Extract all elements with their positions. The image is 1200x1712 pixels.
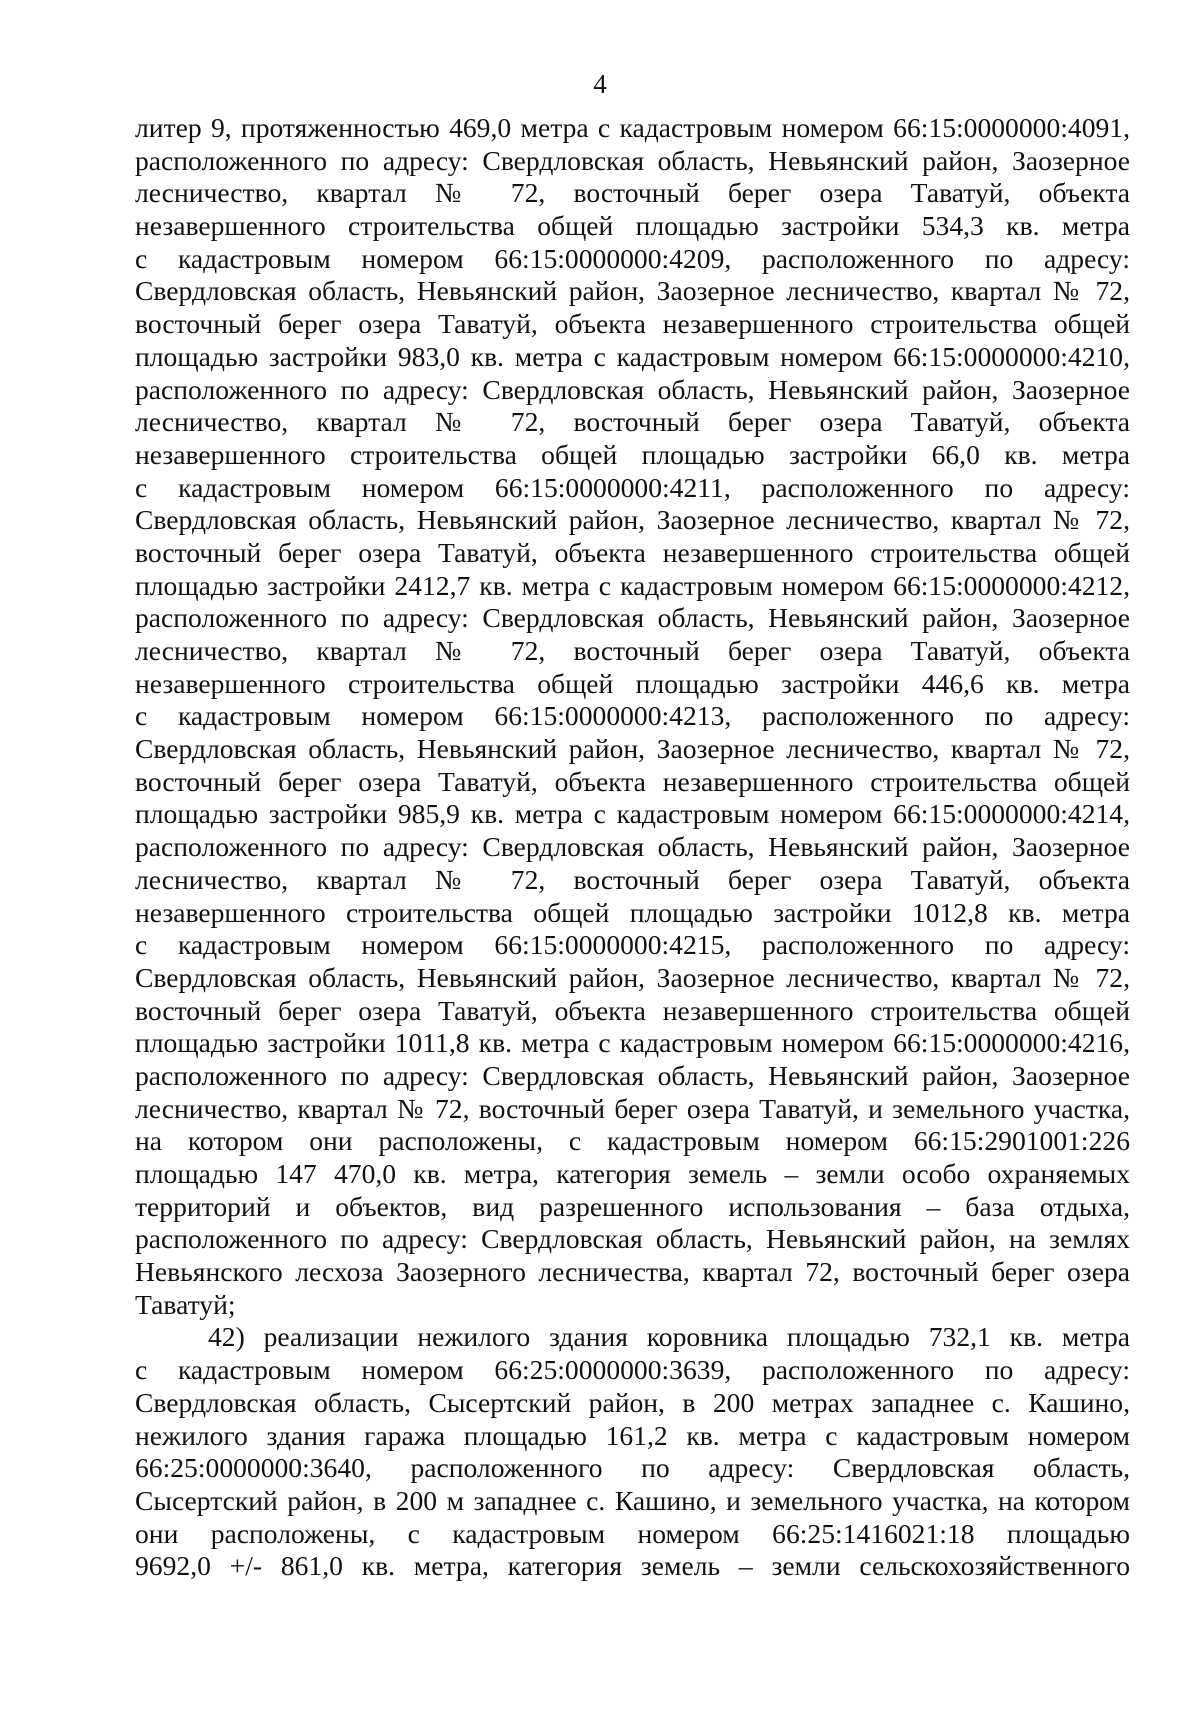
text-line: незавершенного строительства общей площадью застройки 446,6 кв. метра bbox=[135, 667, 1130, 699]
text-line: Свердловская область, Невьянский район, Заозерное лесничество, квартал № 72, bbox=[135, 733, 1130, 765]
text-line: с кадастровым номером 66:15:0000000:4213, расположенного по адресу: bbox=[135, 700, 1130, 732]
text-line: лесничество, квартал № 72, восточный берег озера Таватуй, объекта bbox=[135, 863, 1130, 895]
text-line: лесничество, квартал № 72, восточный берег озера Таватуй, и земельного участка, bbox=[135, 1092, 1130, 1124]
text-line: расположенного по адресу: Свердловская область, Невьянский район, на землях bbox=[135, 1223, 1130, 1255]
text-line: площадью застройки 1011,8 кв. метра с кадастровым номером 66:15:0000000:4216, bbox=[135, 1027, 1130, 1059]
text-line: 66:25:0000000:3640, расположенного по адресу: Свердловская область, bbox=[135, 1452, 1130, 1484]
text-line: Свердловская область, Невьянский район, Заозерное лесничество, квартал № 72, bbox=[135, 504, 1130, 536]
text-line: Таватуй; bbox=[135, 1288, 236, 1320]
text-line: с кадастровым номером 66:15:0000000:4215, расположенного по адресу: bbox=[135, 929, 1130, 961]
text-line: Невьянского лесхоза Заозерного лесничества, квартал 72, восточный берег озера bbox=[135, 1256, 1130, 1288]
text-line: расположенного по адресу: Свердловская область, Невьянский район, Заозерное bbox=[135, 373, 1130, 405]
text-line: незавершенного строительства общей площадью застройки 66,0 кв. метра bbox=[135, 438, 1130, 470]
page-number: 4 bbox=[593, 69, 607, 99]
text-line: расположенного по адресу: Свердловская область, Невьянский район, Заозерное bbox=[135, 602, 1130, 634]
text-line: территорий и объектов, вид разрешенного использования – база отдыха, bbox=[135, 1190, 1130, 1222]
text-line: с кадастровым номером 66:15:0000000:4211, расположенного по адресу: bbox=[135, 471, 1130, 503]
text-line: на котором они расположены, с кадастровым номером 66:15:2901001:226 bbox=[135, 1125, 1130, 1157]
text-line: восточный берег озера Таватуй, объекта незавершенного строительства общей bbox=[135, 536, 1130, 568]
text-line: они расположены, с кадастровым номером 66:25:1416021:18 площадью bbox=[135, 1517, 1130, 1549]
text-line: площадью 147 470,0 кв. метра, категория земель – земли особо охраняемых bbox=[135, 1158, 1130, 1189]
text-line: Сысертский район, в 200 м западнее с. Кашино, и земельного участка, на котором bbox=[135, 1484, 1130, 1516]
text-line: лесничество, квартал № 72, восточный берег озера Таватуй, объекта bbox=[135, 406, 1130, 438]
body-text bbox=[135, 112, 1130, 1583]
text-line: восточный берег озера Таватуй, объекта незавершенного строительства общей bbox=[135, 994, 1130, 1026]
text-line: расположенного по адресу: Свердловская область, Невьянский район, Заозерное bbox=[135, 144, 1130, 176]
text-line: нежилого здания гаража площадью 161,2 кв. метра с кадастровым номером bbox=[135, 1419, 1130, 1451]
text-line: 9692,0 +/- 861,0 кв. метра, категория земель – земли сельскохозяйственного bbox=[135, 1550, 1130, 1582]
text-line: восточный берег озера Таватуй, объекта незавершенного строительства общей bbox=[135, 308, 1130, 340]
text-line: литер 9, протяженностью 469,0 метра с кадастровым номером 66:15:0000000:4091, bbox=[135, 112, 1130, 143]
text-line: с кадастровым номером 66:25:0000000:3639, расположенного по адресу: bbox=[135, 1354, 1130, 1386]
text-line: расположенного по адресу: Свердловская область, Невьянский район, Заозерное bbox=[135, 1059, 1130, 1091]
text-line: Свердловская область, Невьянский район, Заозерное лесничество, квартал № 72, bbox=[135, 961, 1130, 993]
text-line: лесничество, квартал № 72, восточный берег озера Таватуй, объекта bbox=[135, 635, 1130, 666]
text-line: 42) реализации нежилого здания коровника площадью 732,1 кв. метра bbox=[208, 1321, 1130, 1353]
text-line: с кадастровым номером 66:15:0000000:4209, расположенного по адресу: bbox=[135, 242, 1130, 274]
text-line: Свердловская область, Невьянский район, Заозерное лесничество, квартал № 72, bbox=[135, 275, 1130, 307]
text-line: расположенного по адресу: Свердловская область, Невьянский район, Заозерное bbox=[135, 831, 1130, 863]
text-line: незавершенного строительства общей площадью застройки 534,3 кв. метра bbox=[135, 210, 1130, 242]
text-line: восточный берег озера Таватуй, объекта незавершенного строительства общей bbox=[135, 765, 1130, 797]
text-line: площадью застройки 2412,7 кв. метра с кадастровым номером 66:15:0000000:4212, bbox=[135, 569, 1130, 601]
text-line: площадью застройки 983,0 кв. метра с кадастровым номером 66:15:0000000:4210, bbox=[135, 340, 1130, 372]
text-line: площадью застройки 985,9 кв. метра с кадастровым номером 66:15:0000000:4214, bbox=[135, 798, 1130, 830]
text-line: Свердловская область, Сысертский район, в 200 метрах западнее с. Кашино, bbox=[135, 1386, 1130, 1418]
text-line: лесничество, квартал № 72, восточный берег озера Таватуй, объекта bbox=[135, 177, 1130, 209]
text-line: незавершенного строительства общей площадью застройки 1012,8 кв. метра bbox=[135, 896, 1130, 928]
